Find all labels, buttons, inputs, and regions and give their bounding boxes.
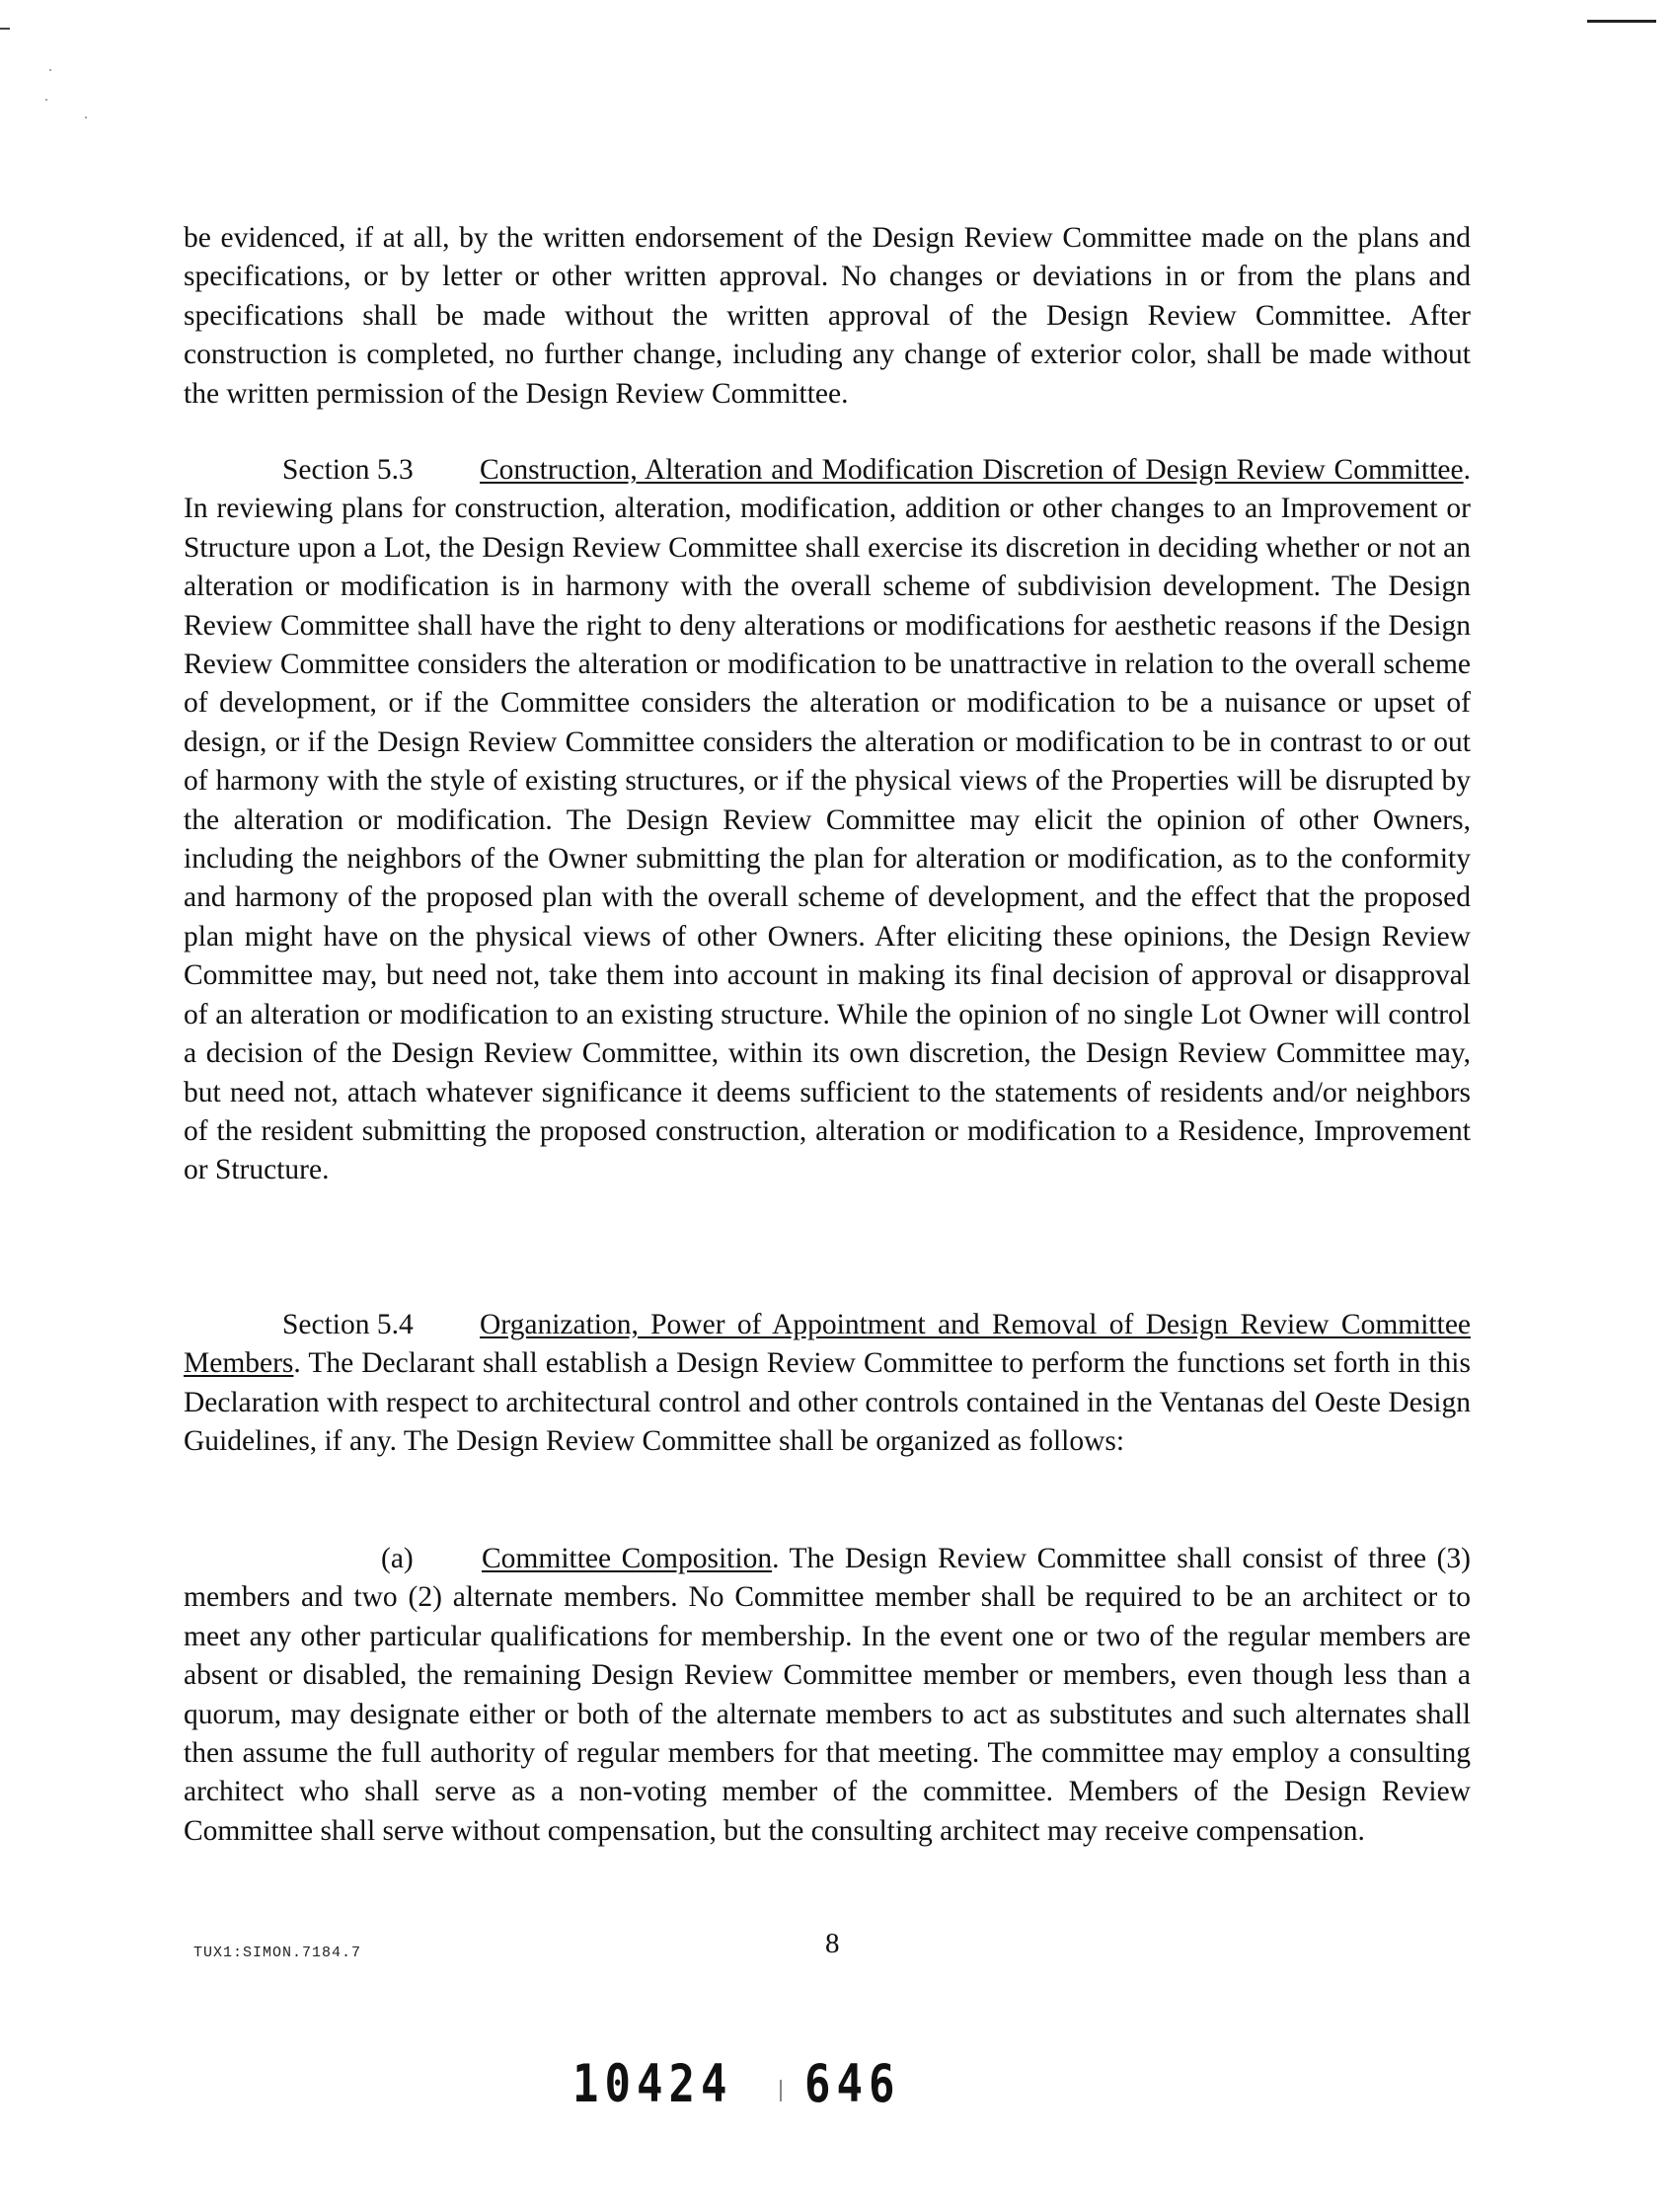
- recording-stamp-page: 646: [804, 2053, 901, 2115]
- section-5-4: [184, 1306, 1471, 1462]
- subsection-5-4-a: [184, 1540, 1471, 1851]
- section-label: Section 5.4: [282, 1309, 414, 1340]
- section-text: . In reviewing plans for construction, alteration, modification, addition or other changes to an Improvement or Structure upon a Lot, the Design Review Committee shall exercise its discretion in deciding whether or not an alteration or modification is in harmony with the overall scheme of subdivision development. The Design Review Committee shall have the right to deny alterations or modifications for aesthetic reasons if the Design Review Committee considers the alteration or modification to be unattractive in relation to the overall scheme of development, or if the Committee considers the alteration or modification to be a nuisance or upset of design, or if the Design Review Committee considers the alteration or modification to be in contrast to or out of harmony with the style of existing structures, or if the physical views of the Properties will be disrupted by the alteration or modification. The Design Review Committee may elicit the opinion of other Owners, including the neighbors of the Owner submitting the plan for alteration or modification, as to the conformity and harmony of the proposed plan with the overall scheme of development, and the effect that the proposed plan might have on the physical views of other Owners. After eliciting these opinions, the Design Review Committee may, but need not, take them into account in making its final decision of approval or disapproval of an alteration or modification to an existing structure. While the opinion of no single Lot Owner will control a decision of the Design Review Committee, within its own discretion, the Design Review Committee may, but need not, attach whatever significance it deems sufficient to the statements of residents and/or neighbors of the resident submitting the proposed construction, alteration or modification to a Residence, Improvement or Structure.: [184, 454, 1471, 1186]
- page-number: 8: [825, 1928, 840, 1959]
- subsection-label: (a): [381, 1543, 414, 1574]
- scan-edge-mark: [1587, 20, 1656, 23]
- scan-speck: [45, 99, 47, 101]
- scan-speck: [85, 116, 87, 118]
- section-heading: Construction, Alteration and Modification Discretion of Design Review Committee: [480, 454, 1464, 486]
- section-text: . The Declarant shall establish a Design Review Committee to perform the functions set forth in this Declaration with respect to architectural control and other controls contained in the Ventanas del Oeste Design Guidelines, if any. The Design Review Committee shall be organized as follows:: [184, 1347, 1471, 1458]
- section-5-3: [184, 451, 1471, 1190]
- section-heading: Organization, Power of Appointment and Removal of Design Review Committee Members: [184, 1309, 1471, 1380]
- footer-document-id: TUX1:SIMON.7184.7: [193, 1945, 362, 1961]
- subsection-text: . The Design Review Committee shall consist of three (3) members and two (2) alternate members. No Committee member shall be required to be an architect or to meet any other particular qualifications for membership. In the event one or two of the regular members are absent or disabled, the remaining Design Review Committee member or members, even though less than a quorum, may designate either or both of the alternate members to act as substitutes and such alternates shall then assume the full authority of regular members for that meeting. The committee may employ a consulting architect who shall serve as a non-voting member of the committee. Members of the Design Review Committee shall serve without compensation, but the consulting architect may receive compensation.: [184, 1543, 1471, 1847]
- scan-edge-mark-left: [0, 28, 10, 30]
- subsection-heading: Committee Composition: [482, 1543, 773, 1574]
- scan-speck: [49, 69, 51, 71]
- stamp-separator-mark: [780, 2080, 782, 2101]
- section-label: Section 5.3: [282, 454, 414, 486]
- recording-stamp-book: 10424: [572, 2053, 733, 2115]
- paragraph-text: be evidenced, if at all, by the written endorsement of the Design Review Committee made on the plans and specifications, or by letter or other written approval. No changes or deviations in or from the plans and specifications shall be made without the written approval of the Design Review Committee. After construction is completed, no further change, including any change of exterior color, shall be made without the written permission of the Design Review Committee.: [184, 222, 1471, 410]
- paragraph-continuation: [184, 219, 1471, 414]
